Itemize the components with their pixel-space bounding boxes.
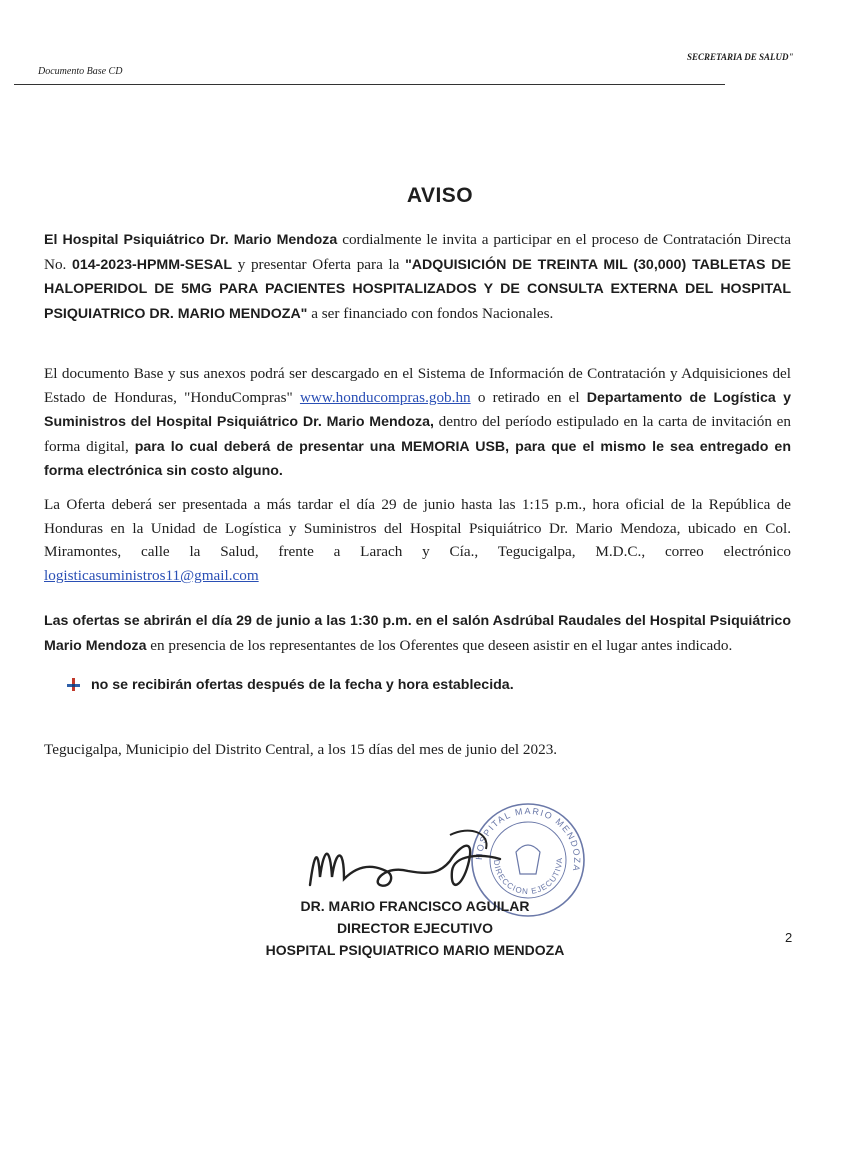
header-left-label: Documento Base CD: [38, 66, 123, 77]
p1-text-1: cordialmente le invita a participar en el proceso de Contratación Directa No.: [44, 231, 791, 273]
header-right-label: SECRETARIA DE SALUD": [687, 52, 794, 62]
page-title: AVISO: [406, 184, 474, 207]
p1-text-2: y presentar Oferta para la: [232, 255, 406, 273]
p3-text-1: La Oferta deberá ser presentada a más tardar el día 29 de junio hasta las 1:15 p.m., hora oficial de la República de Honduras en la Unidad de Logística y Suministros del Hospital Psiquiátrico Dr. Mario Mendoza, ubicado en Col. Miramontes, calle la Salud, frente a Larach y Cía., Tegucigalpa, M.D.C., correo electrónico: [44, 496, 791, 561]
department-name: Departamento de Logística y Suministros del Hospital Psiquiátrico Dr. Mario Mendoza,: [44, 389, 791, 431]
page-number: 2: [785, 930, 793, 945]
seal-outer-text: HOSPITAL MARIO MENDOZA: [473, 805, 583, 874]
p2-text-2: o retirado en el: [470, 388, 587, 406]
paragraph-documents: [44, 362, 791, 484]
process-number: 014-2023-HPMM-SESAL: [72, 256, 233, 273]
seal-inner-text: DIRECCION EJECUTIVA: [491, 856, 565, 897]
paragraph-opening: [44, 609, 791, 658]
paragraph-invitation: [44, 228, 791, 326]
p4-text-1: en presencia de los representantes de los Oferentes que deseen asistir en el lugar antes indicado.: [146, 636, 733, 654]
bullet-marker-icon: [66, 677, 82, 698]
opening-details: Las ofertas se abrirán el día 29 de junio a las 1:30 p.m. en el salón Asdrúbal Raudales del Hospital Psiquiátrico Mario Mendoza: [44, 613, 791, 654]
email-link[interactable]: logisticasuministros11@gmail.com: [44, 566, 259, 584]
bullet-note: no se recibirán ofertas después de la fecha y hora establecida.: [91, 677, 514, 693]
usb-requirement: para lo cual deberá de presentar una MEMORIA USB, para que el mismo le sea entregado en forma electrónica sin costo alguno.: [44, 438, 791, 480]
signatory-organization: HOSPITAL PSIQUIATRICO MARIO MENDOZA: [265, 942, 565, 958]
hospital-name: El Hospital Psiquiátrico Dr. Mario Mendoza: [44, 232, 338, 248]
header-divider: [14, 84, 725, 85]
date-line: Tegucigalpa, Municipio del Distrito Central, a los 15 días del mes de junio del 2023.: [44, 741, 558, 758]
signatory-role: DIRECTOR EJECUTIVO: [336, 920, 494, 936]
handwritten-signature-icon: [300, 815, 530, 910]
p1-text-3: a ser financiado con fondos Nacionales.: [307, 304, 554, 322]
p2-text-3: dentro del período estipulado en la carta de invitación en forma digital,: [44, 413, 791, 455]
honducompras-link[interactable]: www.honducompras.gob.hn: [299, 388, 471, 406]
paragraph-submission: [44, 493, 791, 587]
signatory-name: DR. MARIO FRANCISCO AGUILAR: [300, 898, 530, 914]
p2-text-1: El documento Base y sus anexos podrá ser descargado en el Sistema de Información de Contratación y Adquisiciones del Estado de Honduras, "HonduCompras": [44, 365, 791, 406]
procurement-object: "ADQUISICIÓN DE TREINTA MIL (30,000) TABLETAS DE HALOPERIDOL DE 5MG PARA PACIENTES HOSPITALIZADOS Y DE CONSULTA EXTERNA DEL HOSPITAL PSIQUIATRICO DR. MARIO MENDOZA": [44, 256, 792, 322]
